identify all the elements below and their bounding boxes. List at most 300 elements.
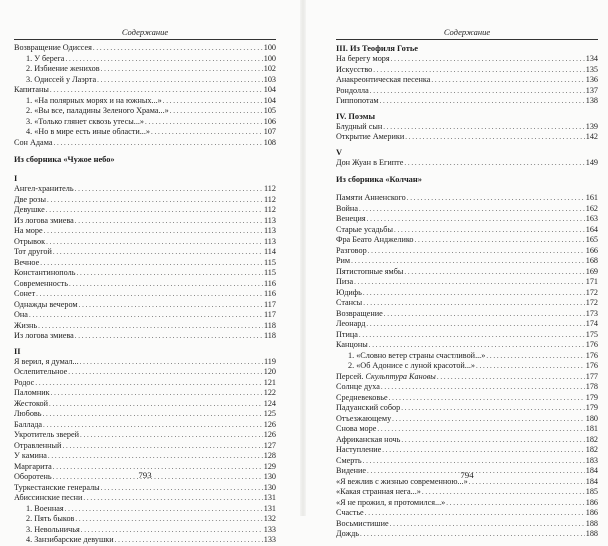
entry-title (336, 393, 388, 404)
toc-entry (336, 96, 598, 107)
entry-title-text: Фра Беато Анджелико (336, 235, 414, 244)
entry-page-number: 183 (585, 455, 598, 465)
toc-entry (336, 435, 598, 446)
entry-page-number: 100 (263, 43, 276, 52)
toc-entry (14, 138, 276, 149)
dot-leader (389, 393, 585, 404)
entry-title (336, 361, 475, 372)
entry-page-number: 172 (585, 287, 598, 297)
dot-leader (370, 86, 585, 97)
toc-entry (336, 204, 598, 215)
entry-page-number: 126 (263, 430, 276, 439)
entry-title (14, 399, 48, 410)
entry-title-text: Ослепительное (14, 367, 68, 376)
entry-page-number: 120 (263, 367, 276, 376)
entry-page-number: 186 (585, 508, 598, 517)
toc-entry (14, 184, 276, 195)
entry-title-text: Видение (336, 466, 367, 475)
entry-page-number: 142 (585, 132, 598, 141)
dot-leader (40, 258, 263, 269)
entry-page-number: 106 (263, 116, 276, 126)
dot-leader (446, 498, 585, 509)
entry-title-text: Стансы (336, 298, 363, 307)
entry-page-number: 178 (585, 382, 598, 391)
section-numeral: II (14, 346, 21, 356)
toc-entry (14, 195, 276, 206)
toc-subentry (14, 525, 276, 536)
toc-entry (336, 298, 598, 309)
section-heading: Из сборника «Чужое небо» (14, 155, 115, 164)
entry-title-text: Памяти Анненского (336, 193, 406, 202)
dot-leader (486, 351, 584, 362)
dot-leader (367, 214, 585, 225)
toc-entry (336, 267, 598, 278)
toc-entry (14, 43, 276, 54)
entry-title (14, 205, 45, 216)
entry-title-text: 2. Избиение женихов (26, 64, 100, 73)
dot-leader (381, 382, 585, 393)
toc-entry (336, 193, 598, 204)
entry-title-text: Девушке (14, 205, 45, 214)
entry-title-text: Тот другой (14, 247, 52, 256)
toc-entry (14, 289, 276, 300)
entry-title (14, 237, 45, 248)
toc-subentry (336, 351, 598, 362)
entry-title (336, 246, 367, 257)
entry-title-text: Возвращение (336, 308, 383, 318)
toc-entry (336, 75, 598, 86)
entry-title (336, 158, 403, 169)
entry-title (336, 75, 430, 86)
entry-page-number: 133 (263, 535, 276, 544)
dot-leader (75, 331, 263, 342)
entry-title-text: Разговор (336, 245, 367, 255)
dot-leader (359, 330, 585, 341)
entry-title-text: Дон Жуан в Египте (336, 157, 404, 167)
entry-title-text: Она (14, 310, 28, 319)
dot-leader (51, 388, 263, 399)
entry-title (14, 504, 64, 515)
toc-entry (336, 54, 598, 65)
entry-title-text: Канцоны (336, 340, 368, 349)
dot-leader (80, 430, 263, 441)
entry-title-text: Отрывок (14, 236, 46, 246)
entry-title-text: Вечное (14, 257, 40, 267)
entry-page-number: 176 (585, 361, 598, 370)
entry-title (336, 498, 445, 509)
toc-entry (336, 456, 598, 467)
toc-entry (336, 132, 598, 143)
entry-title-text: Две розы (14, 194, 47, 204)
entry-page-number: 134 (585, 54, 598, 63)
dot-leader (93, 43, 263, 54)
entry-title (14, 409, 42, 420)
dot-leader (69, 279, 263, 290)
entry-page-number: 115 (264, 268, 276, 277)
entry-title (336, 519, 389, 530)
running-head: Содержание (443, 27, 491, 37)
entry-title-text: Наступление (336, 445, 382, 454)
dot-leader (43, 409, 263, 420)
entry-title-text: Жестокой (14, 398, 48, 408)
entry-title (336, 414, 391, 425)
toc-entry (336, 225, 598, 236)
entry-title-text: У камина (14, 451, 47, 460)
entry-title-text: Паломник (14, 388, 50, 397)
entry-page-number: 163 (585, 214, 598, 223)
toc-entry (14, 226, 276, 237)
dot-leader (29, 310, 263, 321)
entry-title-text: Юдифь (336, 287, 362, 297)
dot-leader (48, 451, 263, 462)
dot-leader (65, 54, 262, 65)
entry-page-number: 103 (263, 74, 276, 84)
entry-title (336, 235, 413, 246)
entry-title-text: Однажды вечером (14, 299, 78, 309)
entry-page-number: 116 (264, 278, 276, 288)
dot-leader (368, 246, 585, 257)
toc-subentry (14, 504, 276, 515)
toc-entry (336, 288, 598, 299)
toc-entry (336, 309, 598, 320)
toc-subentry (14, 64, 276, 75)
dot-leader (373, 65, 584, 76)
entry-title (14, 226, 43, 237)
toc-entry (336, 158, 598, 169)
entry-page-number: 104 (263, 95, 276, 105)
dot-leader (380, 96, 585, 107)
dot-leader (50, 85, 263, 96)
entry-page-number: 114 (264, 247, 276, 256)
dot-leader (49, 399, 263, 410)
entry-title-text: Открытие Америки (336, 132, 405, 141)
entry-title-text: Анакреонтическая песенка (336, 75, 431, 84)
entry-title (14, 367, 67, 378)
dot-leader (414, 235, 584, 246)
entry-page-number: 127 (263, 440, 276, 450)
entry-page-number: 175 (585, 329, 598, 339)
entry-title-text: Из логова змиева (14, 215, 74, 225)
dot-leader (476, 361, 585, 372)
entry-page-number: 108 (263, 137, 276, 147)
toc-entry (336, 393, 598, 404)
entry-title-text: Леонард (336, 319, 366, 328)
dot-leader (97, 75, 263, 86)
entry-title-text: 1. Военная (26, 503, 64, 513)
dot-leader (363, 456, 585, 467)
toc-entry (336, 86, 598, 97)
right-page (336, 0, 598, 538)
entry-title-text: 2. Пять быков (26, 514, 75, 523)
entry-title (336, 122, 382, 133)
entry-title (336, 456, 362, 467)
header-rule (336, 39, 598, 40)
entry-title (14, 451, 47, 462)
dot-leader (404, 158, 584, 169)
entry-title-text: Гиппопотам (336, 96, 379, 105)
dot-leader (81, 525, 263, 536)
entry-title (14, 430, 79, 441)
toc-entry (14, 237, 276, 248)
entry-title (336, 256, 350, 267)
toc-entry (14, 216, 276, 227)
entry-title (336, 54, 390, 65)
toc-entry (336, 214, 598, 225)
entry-page-number: 166 (585, 245, 598, 255)
entry-title-text: Сонет (14, 289, 36, 298)
entry-page-number: 118 (264, 320, 276, 330)
entry-title-text: Баллада (14, 419, 43, 429)
toc-entry (14, 388, 276, 399)
entry-title (14, 357, 79, 368)
dot-leader (163, 96, 263, 107)
entry-page-number: 182 (585, 434, 598, 444)
dot-leader (369, 340, 585, 351)
entry-title (14, 54, 64, 65)
entry-page-number: 116 (264, 289, 276, 298)
entry-page-number: 128 (263, 451, 276, 460)
dot-leader (80, 357, 263, 368)
toc-entry (336, 424, 598, 435)
entry-title-text: Счастье (336, 508, 364, 517)
entry-title-text: Оборотень (14, 472, 52, 481)
entry-page-number: 172 (585, 298, 598, 307)
entry-title (14, 43, 92, 54)
entry-title (336, 319, 365, 330)
entry-page-number: 105 (263, 106, 276, 115)
toc-entry (14, 367, 276, 378)
toc-entry (14, 321, 276, 332)
entry-title (336, 267, 403, 278)
entry-title (14, 216, 74, 227)
toc-entry (14, 247, 276, 258)
entry-title-text: Снова море (336, 424, 377, 433)
entry-title-text: Абиссинские песни (14, 493, 83, 502)
entry-page-number: 131 (263, 503, 276, 513)
entry-page-number: 130 (263, 482, 276, 492)
toc-subentry (336, 361, 598, 372)
dot-leader (394, 225, 585, 236)
dot-leader (354, 277, 585, 288)
dot-leader (65, 504, 263, 515)
dot-leader (401, 435, 584, 446)
toc-entry (336, 403, 598, 414)
entry-page-number: 121 (263, 377, 276, 387)
toc-entry (336, 122, 598, 133)
entry-title-text: Любовь (14, 409, 42, 418)
toc-entry (14, 430, 276, 441)
entry-title-text: Маргарита (14, 461, 52, 471)
toc-entry (336, 487, 598, 498)
entry-page-number: 136 (585, 75, 598, 84)
entry-page-number: 138 (585, 96, 598, 105)
toc-subentry (14, 106, 276, 117)
entry-page-number: 112 (264, 184, 276, 193)
entry-page-number: 174 (585, 319, 598, 328)
entry-title-text: 4. Занзибарские девушки (26, 535, 114, 544)
dot-leader (46, 205, 263, 216)
dot-leader (365, 508, 585, 519)
entry-page-number: 113 (264, 226, 276, 235)
entry-title-text: Современность (14, 278, 68, 288)
entry-title (14, 378, 34, 389)
toc-entry (14, 300, 276, 311)
entry-title-text: 3. «Только глянет сквозь утесы...» (26, 116, 145, 126)
dot-leader (76, 268, 263, 279)
entry-title (336, 351, 485, 362)
toc-entry (336, 529, 598, 540)
dot-leader (359, 204, 585, 215)
dot-leader (115, 535, 263, 546)
entry-title-text: Искусство (336, 64, 373, 74)
toc-entry (336, 498, 598, 509)
toc-entry (14, 310, 276, 321)
dot-leader (384, 309, 585, 320)
entry-title (14, 184, 74, 195)
dot-leader (79, 300, 263, 311)
dot-leader (83, 493, 262, 504)
toc-entry (14, 483, 276, 494)
entry-page-number: 168 (585, 256, 598, 265)
toc-entry (14, 399, 276, 410)
entry-title (14, 310, 28, 321)
dot-leader (363, 298, 585, 309)
entry-page-number: 132 (263, 514, 276, 523)
entry-title-text: Старые усадьбы (336, 224, 393, 234)
dot-leader (351, 256, 585, 267)
entry-title (336, 204, 358, 215)
entry-title (14, 268, 75, 279)
entry-title-text: Отравленный (14, 440, 62, 450)
entry-title-text: Восьмистишие (336, 518, 389, 528)
entry-page-number: 173 (585, 308, 598, 318)
entry-title (14, 106, 169, 117)
entry-title-text: 4. «Но в мире есть иные области...» (26, 127, 150, 136)
entry-page-number: 179 (585, 403, 598, 412)
entry-title-text: На море (14, 226, 43, 235)
entry-title-text: Смерть (336, 455, 362, 465)
entry-page-number: 186 (585, 497, 598, 507)
toc-entry (14, 441, 276, 452)
entry-title-text: Капитаны (14, 85, 49, 94)
toc-entry (14, 420, 276, 431)
toc-entry (336, 508, 598, 519)
entry-title-text: «Я вежлив с жизнью современною...» (336, 476, 468, 486)
toc-entry (14, 85, 276, 96)
dot-leader (377, 424, 584, 435)
entry-page-number: 130 (263, 472, 276, 481)
entry-title-text: Туркестанские генералы (14, 482, 100, 492)
dot-leader (431, 75, 584, 86)
toc-subentry (14, 127, 276, 138)
entry-page-number: 176 (585, 340, 598, 349)
entry-title-text: Персей. (336, 371, 366, 381)
dot-leader (437, 372, 585, 383)
entry-page-number: 137 (585, 85, 598, 95)
entry-page-number: 129 (263, 461, 276, 471)
dot-leader (62, 441, 262, 452)
entry-title-text: Война (336, 203, 358, 213)
entry-page-number: 135 (585, 64, 598, 74)
entry-title-text: Пятистопные ямбы (336, 266, 404, 276)
dot-leader (390, 519, 585, 530)
toc-entry (336, 382, 598, 393)
dot-leader (44, 226, 263, 237)
dot-leader (170, 106, 263, 117)
toc-body (336, 43, 598, 540)
toc-subentry (14, 75, 276, 86)
toc-entry (14, 205, 276, 216)
entry-title-text: Птица (336, 329, 358, 339)
entry-page-number: 181 (585, 424, 598, 433)
entry-title (336, 86, 369, 97)
entry-page-number: 125 (263, 409, 276, 418)
entry-page-number: 107 (263, 127, 276, 136)
entry-title-text: Пиза (336, 277, 354, 286)
toc-entry (336, 277, 598, 288)
entry-title-text: 2. «Об Адонисе с луной красотой...» (348, 361, 476, 370)
toc-subentry (14, 54, 276, 65)
dot-leader (75, 216, 263, 227)
entry-page-number: 165 (585, 235, 598, 244)
dot-leader (404, 267, 584, 278)
entry-page-number: 184 (585, 466, 598, 475)
entry-title (14, 535, 114, 546)
entry-page-number: 161 (585, 193, 598, 202)
entry-title (336, 403, 400, 414)
dot-leader (101, 64, 263, 75)
entry-title (14, 300, 78, 311)
entry-page-number: 149 (585, 157, 598, 167)
entry-title (336, 508, 364, 519)
entry-title-text: 3. Одиссей у Лаэрта (26, 74, 97, 84)
entry-title-text: Блудный сын (336, 121, 383, 131)
dot-leader (405, 132, 584, 143)
running-head: Содержание (121, 27, 169, 37)
dot-leader (151, 127, 263, 138)
entry-title (14, 321, 37, 332)
entry-title (336, 96, 379, 107)
entry-title-text: На берегу моря (336, 54, 390, 63)
entry-page-number: 112 (264, 205, 276, 214)
entry-title (14, 127, 150, 138)
entry-page-number: 184 (585, 476, 598, 486)
entry-title (14, 483, 100, 494)
entry-title (336, 382, 380, 393)
toc-entry (336, 235, 598, 246)
dot-leader (46, 237, 263, 248)
entry-title-text: Родос (14, 377, 35, 387)
entry-page-number: 185 (585, 487, 598, 496)
toc-entry (14, 409, 276, 420)
entry-page-number: 102 (263, 64, 276, 73)
toc-entry (336, 319, 598, 330)
toc-entry (14, 357, 276, 368)
entry-title (14, 441, 61, 452)
entry-title-text: Средневековье (336, 392, 388, 402)
entry-title (336, 225, 393, 236)
toc-entry (336, 414, 598, 425)
entry-page-number: 126 (263, 419, 276, 429)
entry-page-number: 117 (264, 310, 276, 319)
entry-page-number: 104 (263, 85, 276, 94)
toc-entry (14, 331, 276, 342)
entry-title-text: Возвращение Одиссея (14, 43, 92, 52)
entry-page-number: 133 (263, 524, 276, 534)
entry-page-number: 100 (263, 53, 276, 63)
entry-title-text: Дождь (336, 529, 360, 538)
section-heading: IV. Поэмы (336, 111, 376, 121)
